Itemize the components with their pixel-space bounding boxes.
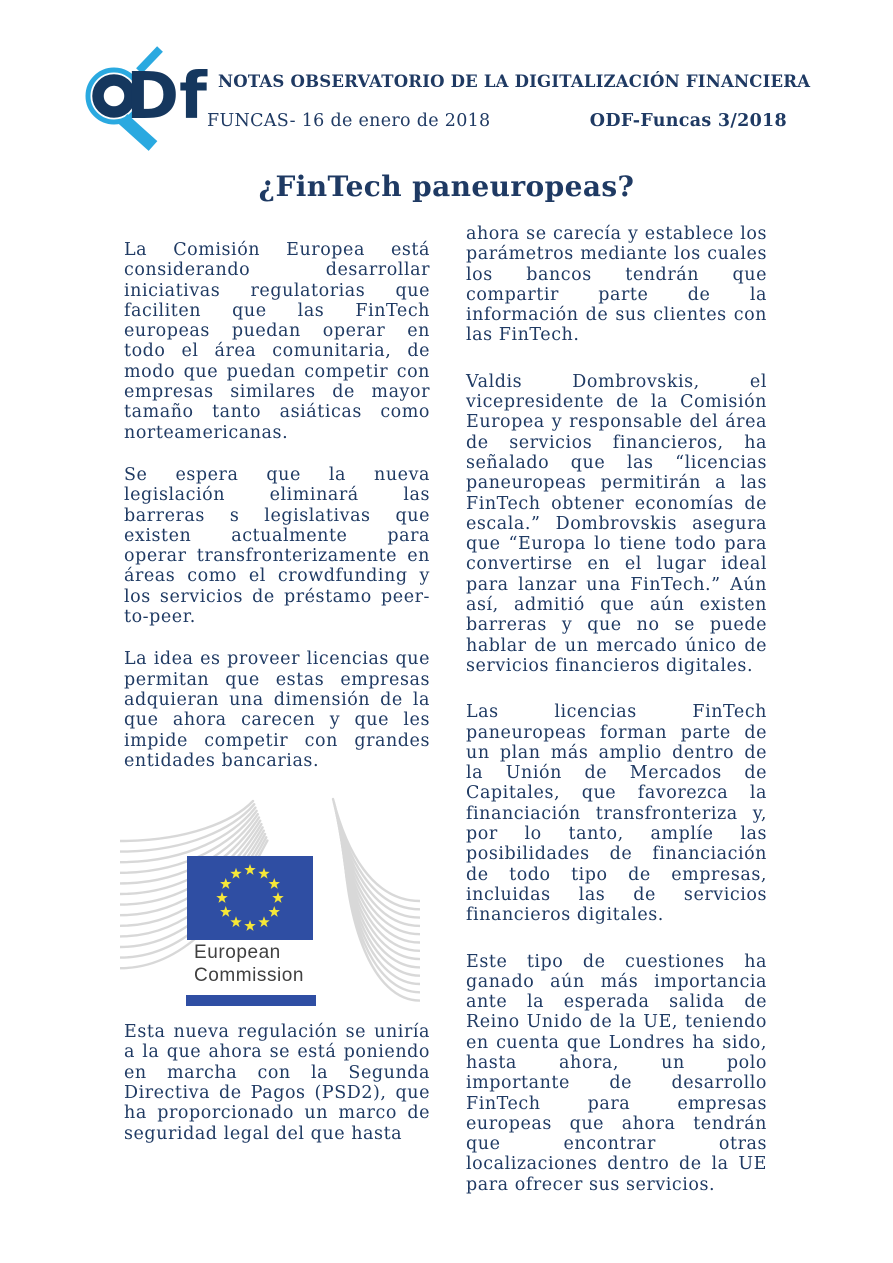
ec-wordmark-line1: European (194, 942, 281, 964)
paragraph: La idea es proveer licencias que permitan que estas empresas adquieran una dimensión de la que ahora carecen y que les impide competir con grandes entidades bancarias. (124, 649, 430, 771)
article-title: ¿FinTech paneuropeas? (258, 170, 635, 203)
paragraph: Valdis Dombrovskis, el vicepresidente de la Comisión Europea y responsable del área de servicios financieros, ha señalado que las “licencias paneuropeas permitirán a las FinTech obtener economías de escala.” Dombrovskis asegura que “Europa lo tiene todo para convertirse en el lugar ideal para lanzar una FinTech.” Aún así, admitió que aún existen barreras y que no se puede hablar de un mercado único de servicios financieros digitales. (466, 371, 767, 676)
ec-logo-bar (186, 995, 316, 1006)
left-column (124, 240, 430, 1166)
paragraph: Se espera que la nueva legislación eliminará las barreras s legislativas que existen actualmente para operar transfronterizamente en áreas como el crowdfunding y los servicios de préstamo peer-to-peer. (124, 464, 430, 628)
odf-logo-letters: Df (126, 60, 207, 134)
ec-wordmark-line2: Commission (194, 965, 305, 987)
odf-logo (84, 44, 214, 159)
ec-logo-wordmark (194, 941, 304, 987)
paragraph: Este tipo de cuestiones ha ganado aún más importancia ante la esperada salida de Reino Unido de la UE, teniendo en cuenta que Londres ha sido, hasta ahora, un polo importante de desarrollo FinTech para empresas europeas que ahora tendrán que encontrar otras localizaciones dentro de la UE para ofrecer sus servicios. (466, 951, 767, 1195)
right-column (466, 224, 767, 1221)
header-issue-number: ODF-Funcas 3/2018 (589, 111, 787, 131)
european-commission-logo (120, 793, 420, 1008)
header-date: FUNCAS- 16 de enero de 2018 (207, 111, 491, 131)
ec-wave-lines-right (333, 799, 420, 1001)
paragraph: ahora se carecía y establece los parámetros mediante los cuales los bancos tendrán que compartir parte de la información de sus clientes con las FinTech. (466, 224, 767, 346)
paragraph: Las licencias FinTech paneuropeas forman parte de un plan más amplio dentro de la Unión de Mercados de Capitales, que favorezca la financiación transfronteriza y, por lo tanto, amplíe las posibilidades de financiación de todo tipo de empresas, incluidas las de servicios financieros digitales. (466, 702, 767, 926)
paragraph: Esta nueva regulación se uniría a la que ahora se está poniendo en marcha con la Segunda Directiva de Pagos (PSD2), que ha proporcionado un marco de seguridad legal del que hasta (124, 1022, 430, 1144)
paragraph: La Comisión Europea está considerando desarrollar iniciativas regulatorias que faciliten que las FinTech europeas puedan operar en todo el área comunitaria, de modo que puedan competir con empresas similares de mayor tamaño tanto asiáticas como norteamericanas. (124, 240, 430, 443)
header-title: NOTAS OBSERVATORIO DE LA DIGITALIZACIÓN FINANCIERA (218, 72, 811, 91)
